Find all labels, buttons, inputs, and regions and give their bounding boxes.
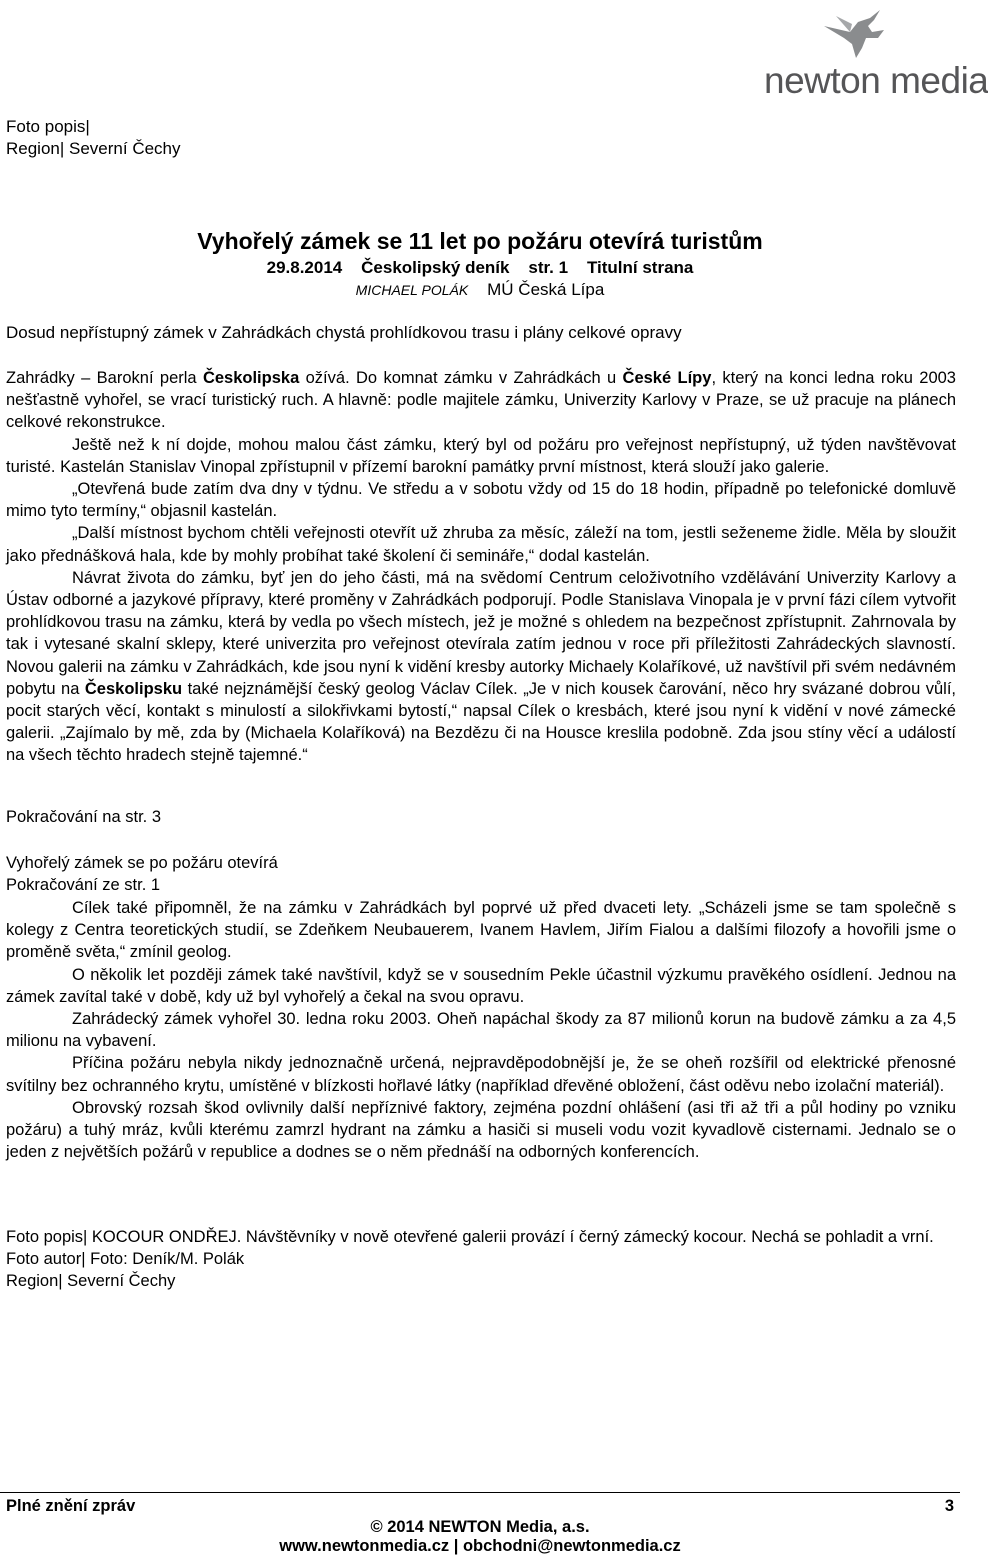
continued-to: Pokračování na str. 3 — [6, 808, 162, 826]
article-subtitle: Dosud nepřístupný zámek v Zahrádkách chystá prohlídkovou trasu i plány celkové opravy — [6, 323, 682, 342]
article-author: MICHAEL POLÁK — [355, 282, 469, 298]
article-section: MÚ Česká Lípa — [487, 280, 605, 299]
related-paragraph-1: Cílek také připomněl, že na zámku v Zahrádkách byl poprvé už před dvaceti lety. „Scházeli jsme se tam společně s kolegy z Centra teoretických studií, se Zdeňkem Neubauerem, Ivanem Havlem, Jiřím Fialou a dalšími filozofy a hovořili jsme o proměně světa,“ zmínil geolog. — [6, 899, 956, 962]
footer-copyright: © 2014 NEWTON Media, a.s. — [370, 1518, 590, 1536]
top-meta — [6, 116, 181, 160]
text-run: , který na konci ledna roku 2003 nešťastně vyhořel, se vrací turistický ruch. A hlavně: podle majitele zámku, Univerzity Karlovy v Praze, se už pracuje na plánech celkové rekonstrukce. — [6, 369, 956, 432]
article-region: Region| Severní Čechy — [6, 1272, 176, 1291]
text-run: Návrat života do zámku, byť jen do jeho části, má na svědomí Centrum celoživotního vzdělávání Univerzity Karlovy a Ústav odborné a jazykové přípravy, které proměny v Zahrádkách podporují. Podle Stanislava Vinopala je v první fázi cílem vytvořit prohlídkovou trasu na zámku, která by vedla po všech místech, jež je možné s ohledem na bezpečnost zpřístupnit. Zahrnovala by tak i vytesané skalní sklepy, které univerzita pro veřejnost otevírala zatím jednou v roce při příležitosti Zahrádeckých slavností. Novou galerii na zámku v Zahrádkách, kde jsou nyní k vidění kresby autorky Michaely Kolaříkové, už navštívil při svém nedávném pobytu na — [6, 568, 956, 698]
related-article-body — [6, 897, 956, 1163]
related-paragraph-3: Zahrádecký zámek vyhořel 30. ledna roku 2003. Oheň napáchal škody za 87 milionů korun na budově zámku a za 4,5 milionu na vybavení. — [6, 1010, 956, 1051]
photo-caption-label: Foto popis| — [6, 117, 90, 136]
footer-label: Plné znění zpráv — [6, 1497, 136, 1515]
paragraph-2: Ještě než k ní dojde, mohou malou část zámku, který byl od požáru pro veřejnost nepřístupný, už týden navštěvovat turisté. Kastelán Stanislav Vinopal zpřístupnil v přízemí barokní památky první místnost, která slouží jako galerie. — [6, 435, 956, 476]
continued-from: Pokračování ze str. 1 — [6, 876, 161, 895]
newton-media-logo — [760, 8, 988, 101]
bold-text-run: Českolipsku — [84, 679, 183, 698]
article-body — [6, 367, 956, 767]
paragraph-3: „Otevřená bude zatím dva dny v týdnu. Ve středu a v sobotu vždy od 15 do 18 hodin, případně po telefonické domluvě mimo tyto termíny,“ objasnil kastelán. — [6, 480, 956, 521]
paragraph-1 — [6, 367, 956, 434]
paragraph-5 — [6, 567, 956, 767]
related-paragraph-2: O několik let později zámek také navštívil, když se v sousedním Pekle účastnil výzkumu pravěkého osídlení. Jednou na zámek zavítal také v době, kdy už byl vyhořelý a čekal na svou opravu. — [6, 965, 956, 1006]
related-paragraph-5: Obrovský rozsah škod ovlivnily další nepříznivé faktory, zejména pozdní ohlášení (asi tři až tři a půl hodiny po vzniku požáru) a tuhý mráz, kvůli kterému zamrzl hydrant na zámku a hasiči si museli vodu vozit kyvadlově cisternami. Jednalo se o jeden z největších požárů v republice a dodnes se o něm přednáší na odborných konferencích. — [6, 1098, 956, 1162]
article-title: Vyhořelý zámek se 11 let po požáru otevírá turistům — [197, 228, 763, 254]
photo-caption: Foto popis| KOCOUR ONDŘEJ. Návštěvníky v nově otevřené galerii provází í černý zámecký kocour. Nechá se pohladit a vrní. — [6, 1228, 934, 1246]
article-dateline: 29.8.2014 Českolipský deník str. 1 Titulní strana — [266, 258, 694, 277]
photo-author: Foto autor| Foto: Deník/M. Polák — [6, 1250, 245, 1269]
text-run: ožívá. Do komnat zámku v Zahrádkách u — [299, 369, 623, 387]
bold-text-run: Českolipska — [202, 369, 300, 387]
text-run: také nejznámější český geolog Václav Cílek. „Je v nich kousek čarování, něco hry svázané dobrou vůlí, pocit starých věcí, kontakt s minulostí a silokřivkami bytostí,“ napsal Cílek o kresbách, které jsou nyní k vidění v nové zámecké galerii. „Zajímalo by mě, zda by (Michaela Kolaříková) na Bezdězu či na Housce kreslila podobně. Zda jsou stíny věcí a událostí na všech těchto hradech stejně tajemné.“ — [6, 679, 957, 765]
paragraph-4: „Další místnost bychom chtěli veřejnosti otevřít už zhruba za měsíc, záleží na tom, jestli seženeme židle. Měla by sloužit jako přednášková hala, kde by mohly probíhat také školení či semináře,“ dodal kastelán. — [6, 524, 956, 565]
bold-text-run: České Lípy — [622, 369, 712, 387]
page-number: 3 — [944, 1497, 954, 1515]
text-run: Zahrádky – Barokní perla — [6, 369, 203, 387]
hummingbird-logo-icon — [822, 8, 892, 66]
article-authorline — [0, 280, 960, 300]
footer-contact: www.newtonmedia.cz | obchodni@newtonmedia.cz — [279, 1537, 681, 1555]
related-article-header — [6, 852, 278, 896]
article-footer-meta — [6, 1226, 956, 1293]
logo-text: newton media — [764, 60, 988, 101]
related-paragraph-4: Příčina požáru nebyla nikdy jednoznačně určená, nejpravděpodobnější je, že se oheň rozšířil od elektrické přenosné svítilny bez ochranného krytu, umístěné v blízkosti hořlavé látky (například dřevěné obložení, část oděvu nebo izolační materiál). — [6, 1054, 956, 1095]
related-title: Vyhořelý zámek se po požáru otevírá — [6, 854, 278, 872]
footer-divider — [0, 1492, 960, 1493]
region-label: Region| Severní Čechy — [6, 139, 181, 158]
